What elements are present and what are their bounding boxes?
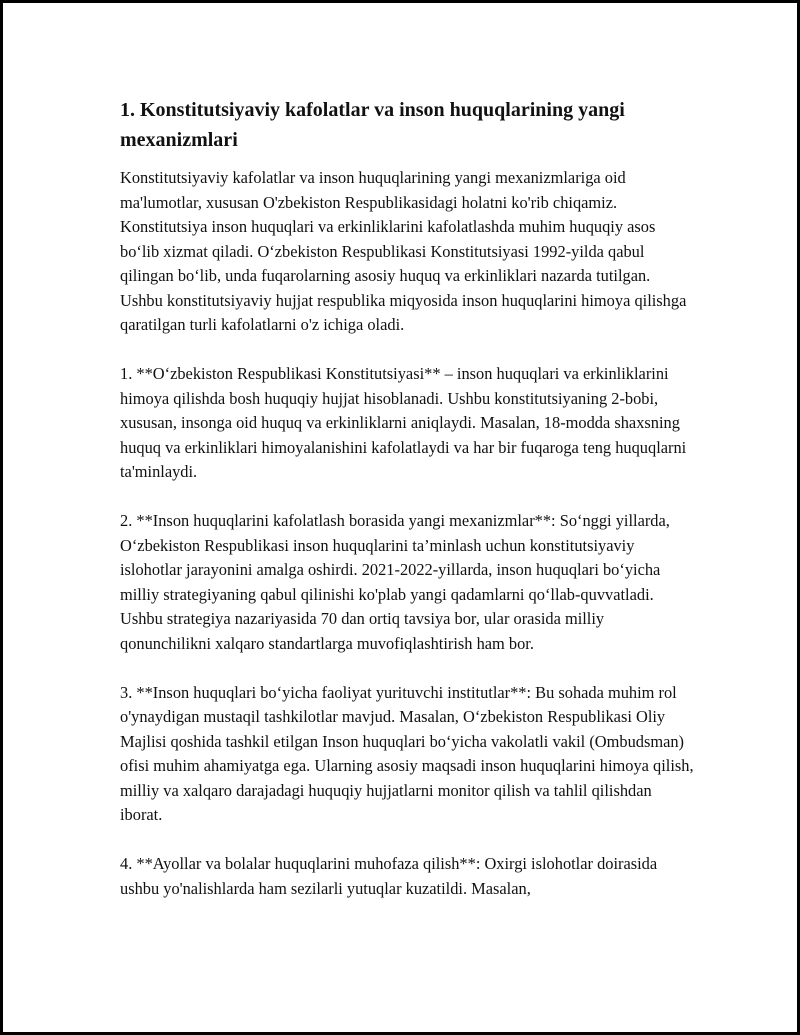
paragraph-item-1: 1. **O‘zbekiston Respublikasi Konstitutsiyasi** – inson huquqlari va erkinliklarini himoya qilishda bosh huquqiy hujjat hisoblanadi. Ushbu konstitutsiyaning 2-bobi, xususan, insonga oid huquq va erkinliklarni aniqlaydi. Masalan, 18-modda shaxsning huquq va erkinliklari himoyalanishini kafolatlaydi va har bir fuqaroga teng huquqlarni ta'minlaydi.	[120, 364, 687, 481]
paragraph-item-4: 4. **Ayollar va bolalar huquqlarini muhofaza qilish**: Oxirgi islohotlar doirasida ushbu yo'nalishlarda ham sezilarli yutuqlar kuzatildi. Masalan,	[120, 854, 658, 898]
intro-paragraph: Konstitutsiyaviy kafolatlar va inson huquqlarining yangi mexanizmlariga oid ma'lumotlar, xususan O'zbekiston Respublikasidagi holatni ko'rib chiqamiz. Konstitutsiya inson huquqlari va erkinliklarini kafolatlashda muhim huquqiy asos bo‘lib xizmat qiladi. O‘zbekiston Respublikasi Konstitutsiyasi 1992-yilda qabul qilingan bo‘lib, unda fuqarolarning asosiy huquq va erkinliklari nazarda tutilgan. Ushbu konstitutsiyaviy hujjat respublika miqyosida inson huquqlarini himoya qilishga qaratilgan turli kafolatlarni o'z ichiga oladi.	[120, 168, 687, 334]
paragraph-item-3: 3. **Inson huquqlari bo‘yicha faoliyat yurituvchi institutlar**: Bu sohada muhim rol o'ynaydigan mustaqil tashkilotlar mavjud. Masalan, O‘zbekiston Respublikasi Oliy Majlisi qoshida tashkil etilgan Inson huquqlari bo‘yicha vakolatli vakil (Ombudsman) ofisi muhim ahamiyatga ega. Ularning asosiy maqsadi inson huquqlarini himoya qilish, milliy va xalqaro darajadagi huquqiy hujjatlarni monitor qilish va tahlil qilishdan iborat.	[120, 682, 694, 824]
paragraph-item-2: 2. **Inson huquqlarini kafolatlash borasida yangi mexanizmlar**: So‘nggi yillarda, O‘zbekiston Respublikasi inson huquqlarini ta’minlash uchun konstitutsiyaviy islohotlar jarayonini amalga oshirdi. 2021-2022-yillarda, inson huquqlari bo‘yicha milliy strategiyaning qabul qilinishi ko'plab yangi qadamlarni qo‘llab-quvvatladi. Ushbu strategiya nazariyasida 70 dan ortiq tavsiya bor, ular orasida milliy qonunchilikni xalqaro standartlarga muvofiqlashtirish ham bor.	[120, 511, 670, 653]
document-body	[120, 95, 695, 926]
section-heading: 1. Konstitutsiyaviy kafolatlar va inson huquqlarining yangi mexanizmlari	[120, 99, 625, 151]
